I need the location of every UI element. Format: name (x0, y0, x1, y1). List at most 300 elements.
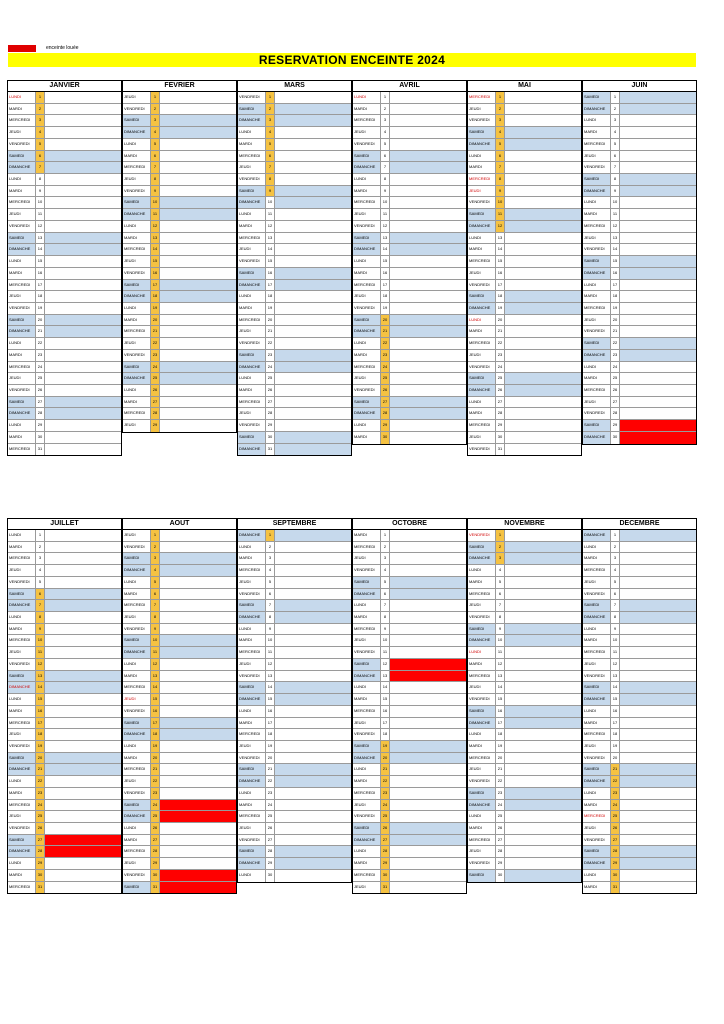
day-row[interactable] (468, 127, 581, 139)
reservation-cell[interactable] (275, 694, 351, 705)
reservation-cell[interactable] (620, 256, 696, 267)
reservation-cell[interactable] (45, 174, 121, 185)
reservation-cell[interactable] (45, 565, 121, 576)
reservation-cell[interactable] (390, 635, 466, 646)
reservation-cell-booked[interactable] (390, 671, 466, 682)
day-row[interactable] (468, 741, 581, 753)
reservation-cell[interactable] (160, 682, 236, 693)
reservation-cell[interactable] (620, 151, 696, 162)
reservation-cell[interactable] (275, 764, 351, 775)
reservation-cell[interactable] (620, 92, 696, 103)
reservation-cell[interactable] (390, 835, 466, 846)
reservation-cell[interactable] (620, 233, 696, 244)
day-row[interactable] (583, 209, 696, 221)
day-row[interactable] (8, 553, 121, 565)
day-row[interactable] (353, 92, 466, 104)
reservation-cell[interactable] (620, 397, 696, 408)
reservation-cell[interactable] (505, 823, 581, 834)
reservation-cell[interactable] (390, 753, 466, 764)
reservation-cell[interactable] (45, 788, 121, 799)
reservation-cell[interactable] (45, 694, 121, 705)
day-row[interactable] (123, 659, 236, 671)
reservation-cell[interactable] (620, 870, 696, 881)
day-row[interactable] (583, 659, 696, 671)
reservation-cell[interactable] (390, 221, 466, 232)
reservation-cell[interactable] (160, 776, 236, 787)
day-row[interactable] (123, 776, 236, 788)
day-row[interactable] (123, 811, 236, 823)
day-row[interactable] (468, 197, 581, 209)
day-row[interactable] (238, 741, 351, 753)
day-row[interactable] (8, 635, 121, 647)
day-row[interactable] (123, 104, 236, 116)
day-row[interactable] (123, 858, 236, 870)
day-row[interactable] (353, 542, 466, 554)
day-row[interactable] (8, 420, 121, 432)
reservation-cell[interactable] (620, 823, 696, 834)
reservation-cell[interactable] (390, 420, 466, 431)
reservation-cell[interactable] (390, 624, 466, 635)
reservation-cell[interactable] (160, 764, 236, 775)
reservation-cell[interactable] (620, 209, 696, 220)
reservation-cell[interactable] (390, 291, 466, 302)
reservation-cell[interactable] (390, 811, 466, 822)
reservation-cell[interactable] (505, 139, 581, 150)
day-row[interactable] (8, 729, 121, 741)
day-row[interactable] (583, 612, 696, 624)
reservation-cell[interactable] (620, 776, 696, 787)
day-row[interactable] (468, 268, 581, 280)
day-row[interactable] (353, 718, 466, 730)
day-row[interactable] (238, 612, 351, 624)
reservation-cell[interactable] (620, 764, 696, 775)
reservation-cell[interactable] (160, 846, 236, 857)
reservation-cell[interactable] (45, 151, 121, 162)
day-row[interactable] (583, 565, 696, 577)
day-row[interactable] (353, 397, 466, 409)
day-row[interactable] (8, 162, 121, 174)
reservation-cell[interactable] (45, 256, 121, 267)
reservation-cell[interactable] (275, 776, 351, 787)
reservation-cell[interactable] (160, 647, 236, 658)
day-row[interactable] (238, 197, 351, 209)
reservation-cell[interactable] (275, 835, 351, 846)
reservation-cell[interactable] (160, 139, 236, 150)
day-row[interactable] (123, 741, 236, 753)
day-row[interactable] (238, 694, 351, 706)
day-row[interactable] (238, 127, 351, 139)
reservation-cell[interactable] (45, 268, 121, 279)
day-row[interactable] (583, 671, 696, 683)
day-row[interactable] (238, 858, 351, 870)
day-row[interactable] (8, 315, 121, 327)
day-row[interactable] (468, 577, 581, 589)
day-row[interactable] (353, 244, 466, 256)
reservation-cell[interactable] (275, 671, 351, 682)
day-row[interactable] (468, 186, 581, 198)
day-row[interactable] (8, 577, 121, 589)
day-row[interactable] (468, 635, 581, 647)
day-row[interactable] (8, 115, 121, 127)
reservation-cell[interactable] (390, 600, 466, 611)
reservation-cell[interactable] (275, 858, 351, 869)
reservation-cell[interactable] (45, 753, 121, 764)
reservation-cell-booked[interactable] (160, 882, 236, 894)
day-row[interactable] (468, 420, 581, 432)
reservation-cell[interactable] (620, 315, 696, 326)
day-row[interactable] (8, 659, 121, 671)
reservation-cell[interactable] (505, 671, 581, 682)
reservation-cell[interactable] (620, 326, 696, 337)
reservation-cell[interactable] (275, 741, 351, 752)
reservation-cell[interactable] (390, 104, 466, 115)
day-row[interactable] (8, 811, 121, 823)
day-row[interactable] (353, 870, 466, 882)
reservation-cell[interactable] (45, 647, 121, 658)
reservation-cell[interactable] (275, 706, 351, 717)
reservation-cell[interactable] (620, 162, 696, 173)
day-row[interactable] (123, 823, 236, 835)
reservation-cell[interactable] (160, 385, 236, 396)
day-row[interactable] (583, 811, 696, 823)
reservation-cell[interactable] (505, 256, 581, 267)
day-row[interactable] (468, 530, 581, 542)
reservation-cell[interactable] (620, 408, 696, 419)
day-row[interactable] (8, 647, 121, 659)
reservation-cell[interactable] (505, 186, 581, 197)
reservation-cell[interactable] (275, 115, 351, 126)
day-row[interactable] (123, 694, 236, 706)
reservation-cell[interactable] (620, 729, 696, 740)
day-row[interactable] (583, 162, 696, 174)
reservation-cell[interactable] (160, 565, 236, 576)
day-row[interactable] (238, 291, 351, 303)
day-row[interactable] (8, 350, 121, 362)
reservation-cell[interactable] (275, 256, 351, 267)
reservation-cell[interactable] (275, 811, 351, 822)
reservation-cell[interactable] (45, 776, 121, 787)
reservation-cell[interactable] (160, 92, 236, 103)
day-row[interactable] (238, 800, 351, 812)
day-row[interactable] (123, 244, 236, 256)
day-row[interactable] (123, 846, 236, 858)
day-row[interactable] (583, 600, 696, 612)
reservation-cell[interactable] (45, 385, 121, 396)
reservation-cell[interactable] (45, 764, 121, 775)
day-row[interactable] (583, 729, 696, 741)
day-row[interactable] (353, 104, 466, 116)
day-row[interactable] (123, 326, 236, 338)
day-row[interactable] (353, 835, 466, 847)
day-row[interactable] (353, 624, 466, 636)
reservation-cell[interactable] (505, 846, 581, 857)
reservation-cell-booked[interactable] (45, 835, 121, 846)
reservation-cell[interactable] (160, 577, 236, 588)
day-row[interactable] (238, 671, 351, 683)
day-row[interactable] (123, 718, 236, 730)
day-row[interactable] (468, 174, 581, 186)
day-row[interactable] (123, 362, 236, 374)
reservation-cell[interactable] (505, 729, 581, 740)
reservation-cell[interactable] (160, 600, 236, 611)
day-row[interactable] (238, 209, 351, 221)
day-row[interactable] (8, 823, 121, 835)
reservation-cell[interactable] (505, 162, 581, 173)
day-row[interactable] (468, 256, 581, 268)
reservation-cell[interactable] (45, 303, 121, 314)
reservation-cell[interactable] (160, 280, 236, 291)
day-row[interactable] (123, 835, 236, 847)
reservation-cell[interactable] (620, 706, 696, 717)
reservation-cell[interactable] (620, 280, 696, 291)
reservation-cell[interactable] (620, 741, 696, 752)
reservation-cell[interactable] (390, 432, 466, 444)
reservation-cell[interactable] (505, 753, 581, 764)
reservation-cell[interactable] (45, 600, 121, 611)
day-row[interactable] (583, 542, 696, 554)
reservation-cell[interactable] (45, 553, 121, 564)
day-row[interactable] (8, 858, 121, 870)
day-row[interactable] (468, 729, 581, 741)
reservation-cell[interactable] (45, 209, 121, 220)
day-row[interactable] (468, 823, 581, 835)
reservation-cell[interactable] (505, 741, 581, 752)
reservation-cell[interactable] (390, 553, 466, 564)
reservation-cell[interactable] (160, 835, 236, 846)
day-row[interactable] (353, 338, 466, 350)
reservation-cell[interactable] (160, 244, 236, 255)
reservation-cell[interactable] (620, 373, 696, 384)
reservation-cell[interactable] (160, 397, 236, 408)
day-row[interactable] (353, 882, 466, 894)
day-row[interactable] (353, 162, 466, 174)
reservation-cell[interactable] (620, 139, 696, 150)
reservation-cell[interactable] (45, 280, 121, 291)
day-row[interactable] (8, 542, 121, 554)
reservation-cell[interactable] (505, 565, 581, 576)
day-row[interactable] (583, 151, 696, 163)
reservation-cell[interactable] (160, 315, 236, 326)
day-row[interactable] (468, 624, 581, 636)
day-row[interactable] (8, 882, 121, 894)
reservation-cell[interactable] (45, 350, 121, 361)
reservation-cell[interactable] (620, 197, 696, 208)
reservation-cell[interactable] (505, 612, 581, 623)
day-row[interactable] (123, 882, 236, 894)
day-row[interactable] (238, 729, 351, 741)
day-row[interactable] (123, 315, 236, 327)
reservation-cell[interactable] (505, 577, 581, 588)
reservation-cell[interactable] (390, 823, 466, 834)
day-row[interactable] (238, 315, 351, 327)
reservation-cell[interactable] (390, 788, 466, 799)
reservation-cell[interactable] (275, 432, 351, 443)
day-row[interactable] (468, 373, 581, 385)
reservation-cell[interactable] (275, 647, 351, 658)
day-row[interactable] (583, 647, 696, 659)
reservation-cell[interactable] (160, 291, 236, 302)
reservation-cell[interactable] (505, 718, 581, 729)
reservation-cell[interactable] (275, 186, 351, 197)
reservation-cell[interactable] (390, 858, 466, 869)
day-row[interactable] (468, 315, 581, 327)
reservation-cell[interactable] (275, 350, 351, 361)
reservation-cell[interactable] (275, 718, 351, 729)
reservation-cell[interactable] (620, 858, 696, 869)
reservation-cell[interactable] (390, 764, 466, 775)
reservation-cell[interactable] (390, 186, 466, 197)
day-row[interactable] (123, 268, 236, 280)
reservation-cell[interactable] (620, 127, 696, 138)
day-row[interactable] (123, 624, 236, 636)
reservation-cell[interactable] (620, 612, 696, 623)
day-row[interactable] (238, 600, 351, 612)
reservation-cell[interactable] (275, 846, 351, 857)
day-row[interactable] (123, 577, 236, 589)
reservation-cell[interactable] (275, 151, 351, 162)
reservation-cell[interactable] (505, 706, 581, 717)
reservation-cell[interactable] (275, 542, 351, 553)
day-row[interactable] (583, 882, 696, 894)
day-row[interactable] (123, 612, 236, 624)
day-row[interactable] (583, 408, 696, 420)
reservation-cell[interactable] (275, 362, 351, 373)
reservation-cell[interactable] (275, 385, 351, 396)
day-row[interactable] (8, 338, 121, 350)
reservation-cell[interactable] (505, 221, 581, 232)
reservation-cell[interactable] (505, 326, 581, 337)
day-row[interactable] (353, 635, 466, 647)
day-row[interactable] (8, 718, 121, 730)
reservation-cell[interactable] (275, 444, 351, 456)
day-row[interactable] (583, 244, 696, 256)
reservation-cell[interactable] (390, 303, 466, 314)
reservation-cell[interactable] (620, 338, 696, 349)
day-row[interactable] (8, 870, 121, 882)
reservation-cell[interactable] (275, 729, 351, 740)
reservation-cell[interactable] (275, 373, 351, 384)
day-row[interactable] (238, 718, 351, 730)
day-row[interactable] (583, 326, 696, 338)
reservation-cell[interactable] (45, 682, 121, 693)
reservation-cell[interactable] (45, 244, 121, 255)
day-row[interactable] (353, 741, 466, 753)
day-row[interactable] (468, 565, 581, 577)
reservation-cell[interactable] (160, 624, 236, 635)
day-row[interactable] (8, 846, 121, 858)
day-row[interactable] (468, 788, 581, 800)
reservation-cell[interactable] (160, 553, 236, 564)
reservation-cell[interactable] (160, 589, 236, 600)
reservation-cell-booked[interactable] (160, 811, 236, 822)
reservation-cell[interactable] (505, 244, 581, 255)
day-row[interactable] (123, 139, 236, 151)
day-row[interactable] (123, 420, 236, 432)
day-row[interactable] (353, 315, 466, 327)
reservation-cell[interactable] (505, 303, 581, 314)
reservation-cell[interactable] (275, 197, 351, 208)
day-row[interactable] (353, 577, 466, 589)
day-row[interactable] (468, 835, 581, 847)
day-row[interactable] (468, 104, 581, 116)
reservation-cell[interactable] (160, 151, 236, 162)
reservation-cell[interactable] (160, 303, 236, 314)
day-row[interactable] (123, 408, 236, 420)
reservation-cell[interactable] (160, 268, 236, 279)
day-row[interactable] (468, 694, 581, 706)
day-row[interactable] (468, 718, 581, 730)
day-row[interactable] (583, 256, 696, 268)
day-row[interactable] (583, 303, 696, 315)
day-row[interactable] (468, 553, 581, 565)
day-row[interactable] (238, 385, 351, 397)
day-row[interactable] (8, 139, 121, 151)
reservation-cell[interactable] (160, 233, 236, 244)
reservation-cell[interactable] (390, 139, 466, 150)
reservation-cell-booked[interactable] (45, 846, 121, 857)
day-row[interactable] (468, 870, 581, 882)
reservation-cell[interactable] (160, 542, 236, 553)
day-row[interactable] (8, 127, 121, 139)
day-row[interactable] (238, 753, 351, 765)
day-row[interactable] (583, 741, 696, 753)
day-row[interactable] (8, 753, 121, 765)
day-row[interactable] (583, 385, 696, 397)
day-row[interactable] (8, 197, 121, 209)
day-row[interactable] (468, 291, 581, 303)
day-row[interactable] (583, 362, 696, 374)
reservation-cell[interactable] (505, 589, 581, 600)
reservation-cell[interactable] (275, 565, 351, 576)
reservation-cell[interactable] (45, 706, 121, 717)
reservation-cell[interactable] (390, 280, 466, 291)
reservation-cell[interactable] (160, 753, 236, 764)
day-row[interactable] (123, 233, 236, 245)
reservation-cell[interactable] (45, 233, 121, 244)
reservation-cell[interactable] (45, 800, 121, 811)
reservation-cell[interactable] (275, 127, 351, 138)
reservation-cell[interactable] (160, 706, 236, 717)
day-row[interactable] (123, 682, 236, 694)
day-row[interactable] (123, 600, 236, 612)
day-row[interactable] (353, 788, 466, 800)
day-row[interactable] (583, 397, 696, 409)
day-row[interactable] (238, 823, 351, 835)
day-row[interactable] (238, 373, 351, 385)
reservation-cell[interactable] (620, 268, 696, 279)
day-row[interactable] (123, 530, 236, 542)
reservation-cell[interactable] (505, 647, 581, 658)
reservation-cell[interactable] (275, 397, 351, 408)
day-row[interactable] (583, 186, 696, 198)
reservation-cell[interactable] (505, 624, 581, 635)
reservation-cell[interactable] (390, 682, 466, 693)
day-row[interactable] (583, 420, 696, 432)
day-row[interactable] (353, 858, 466, 870)
day-row[interactable] (8, 444, 121, 456)
day-row[interactable] (8, 256, 121, 268)
day-row[interactable] (583, 823, 696, 835)
day-row[interactable] (583, 127, 696, 139)
day-row[interactable] (8, 600, 121, 612)
day-row[interactable] (468, 326, 581, 338)
day-row[interactable] (583, 800, 696, 812)
day-row[interactable] (238, 139, 351, 151)
reservation-cell[interactable] (45, 635, 121, 646)
day-row[interactable] (8, 104, 121, 116)
day-row[interactable] (583, 291, 696, 303)
reservation-cell[interactable] (45, 115, 121, 126)
